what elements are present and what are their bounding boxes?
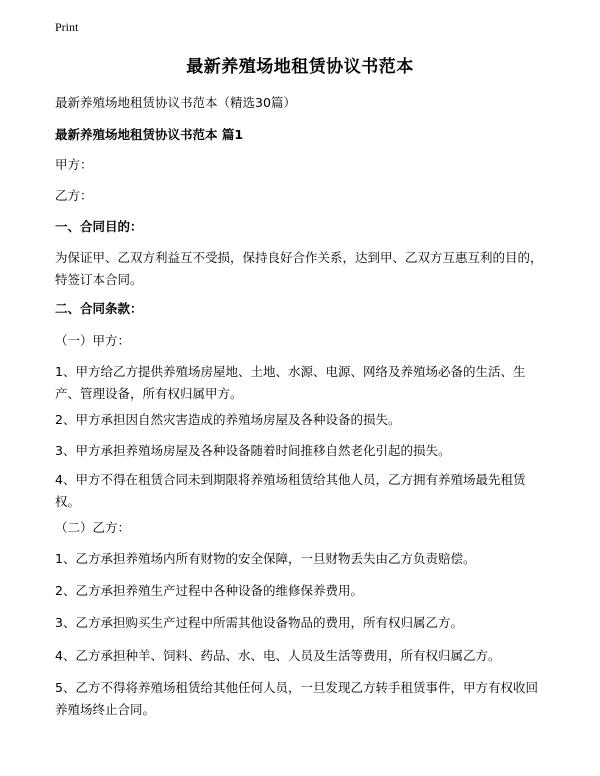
heading-terms: 二、合同条款：: [55, 301, 143, 316]
heading-purpose: 一、合同目的：: [55, 219, 143, 234]
party-b-item: 4、乙方承担种羊、饲料、药品、水、电、人员及生活等费用，所有权归属乙方。: [55, 648, 501, 663]
print-link[interactable]: Print: [55, 20, 79, 34]
party-a-section-heading: （一）甲方：: [55, 333, 131, 348]
party-a-item: 4、甲方不得在租赁合同未到期限将养殖场租赁给其他人员，乙方拥有养殖场最先租赁权。: [55, 472, 526, 509]
purpose-paragraph: 为保证甲、乙双方利益互不受损，保持良好合作关系，达到甲、乙双方互惠互利的目的，特签订本合同。: [55, 250, 543, 287]
party-b-label: 乙方：: [55, 188, 93, 203]
section-heading: 最新养殖场地租赁协议书范本 篇1: [55, 127, 244, 142]
party-a-item: 1、甲方给乙方提供养殖场房屋地、土地、水源、电源、网络及养殖场必备的生活、生产、管理设备，所有权归属甲方。: [55, 364, 526, 401]
party-b-item: 2、乙方承担养殖生产过程中各种设备的维修保养费用。: [55, 583, 363, 598]
party-b-item: 5、乙方不得将养殖场租赁给其他任何人员，一旦发现乙方转手租赁事件，甲方有权收回养殖场终止合同。: [55, 680, 538, 717]
document-subtitle: 最新养殖场地租赁协议书范本（精选30篇）: [55, 95, 296, 110]
party-b-item: 1、乙方承担养殖场内所有财物的安全保障，一旦财物丢失由乙方负责赔偿。: [55, 551, 476, 566]
party-a-item: 2、甲方承担因自然灾害造成的养殖场房屋及各种设备的损失。: [55, 412, 401, 427]
party-a-item: 3、甲方承担养殖场房屋及各种设备随着时间推移自然老化引起的损失。: [55, 443, 451, 458]
document-title: 最新养殖场地租赁协议书范本: [186, 57, 414, 77]
party-b-section-heading: （二）乙方：: [55, 520, 131, 535]
party-a-label: 甲方：: [55, 157, 93, 172]
party-b-item: 3、乙方承担购买生产过程中所需其他设备物品的费用，所有权归属乙方。: [55, 615, 463, 630]
